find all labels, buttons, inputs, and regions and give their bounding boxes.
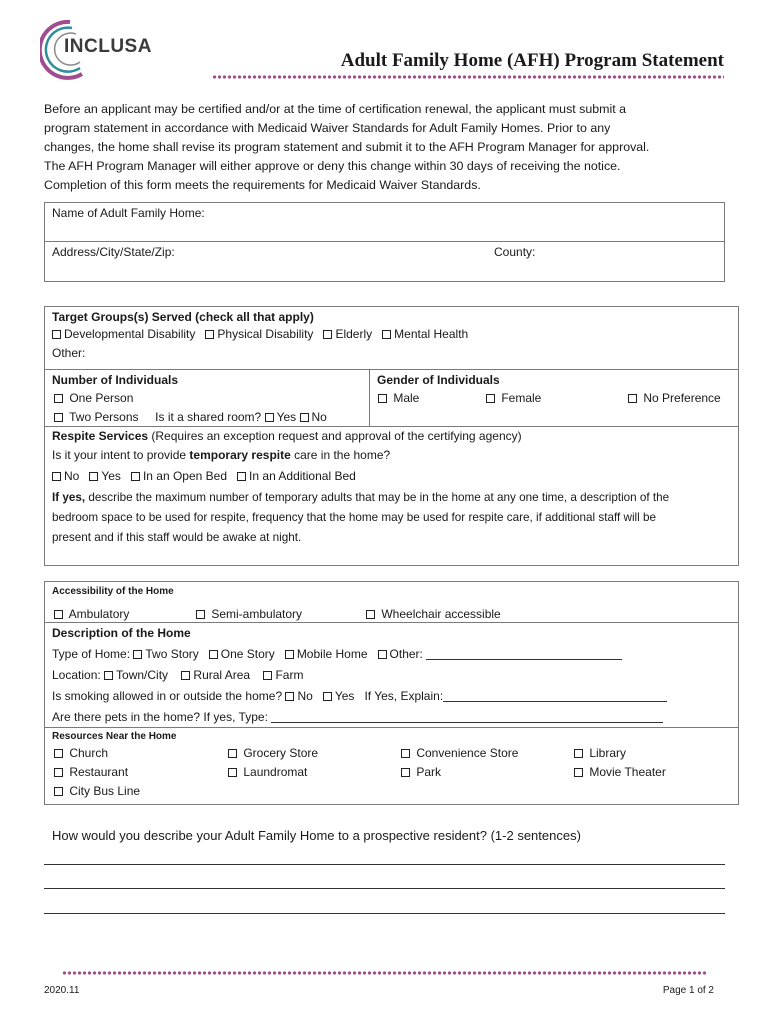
respite-yes-option[interactable] [89,469,121,483]
respite-open-bed-option[interactable] [131,469,227,483]
checkbox-icon [237,472,246,481]
respite-note: (Requires an exception request and approval of the certifying agency) [148,429,522,443]
divider [44,241,725,242]
target-mh[interactable] [382,327,468,341]
divider [44,622,739,623]
resource-label: Convenience Store [416,746,519,760]
resource-movie-option[interactable] [574,765,666,780]
type-option-label: Other: [389,647,423,661]
home-name-label: Name of Adult Family Home: [52,206,205,220]
type-other-option[interactable] [378,647,423,661]
respite-heading-row [52,429,522,444]
divider [44,426,739,427]
respite-ifyes-text [52,488,669,548]
smoking-yes-option[interactable] [323,689,355,703]
gender-female-label: Female [501,391,542,405]
respite-option-label: Yes [101,469,121,483]
checkbox-icon [265,413,274,422]
checkbox-icon [104,671,113,680]
divider [44,727,739,728]
respite-heading: Respite Services [52,429,149,443]
location-town-option[interactable] [104,668,168,682]
divider [44,369,739,370]
pets-question: Are there pets in the home? If yes, Type: [52,710,268,724]
smoking-explain-field[interactable] [443,690,667,702]
respite-ifyes-line: bedroom space to be used for respite, frequency that the home may be used for respite care, if additional staff will be [52,511,656,524]
checkbox-icon [574,749,583,758]
home-type-label: Type of Home: [52,647,131,661]
resource-grocery-option[interactable] [228,746,318,761]
respite-question-post: care in the home? [290,448,391,462]
checkbox-icon [205,330,214,339]
version-label: 2020.11 [44,985,80,996]
resource-label: Church [69,746,109,760]
type-other-field[interactable] [426,648,622,660]
checkbox-icon [628,394,637,403]
checkbox-icon [378,650,387,659]
divider [369,369,370,426]
access-option-label: Wheelchair accessible [381,607,501,621]
checkbox-icon [89,472,98,481]
two-person-row [54,410,327,425]
resource-park-option[interactable] [401,765,441,780]
shared-room-question: Is it a shared room? [155,410,262,424]
checkbox-icon [54,787,63,796]
checkbox-icon [401,768,410,777]
target-options [52,327,468,342]
gender-male-label: Male [393,391,420,405]
inclusa-logo [40,12,160,82]
checkbox-icon [378,394,387,403]
resources-heading: Resources Near the Home [52,731,177,742]
respite-question [52,448,390,463]
checkbox-icon [52,330,61,339]
location-option-label: Town/City [116,668,169,682]
target-option-label: Elderly [335,327,373,341]
target-pd[interactable] [205,327,313,341]
home-type-row [52,647,622,662]
shared-no-label: No [311,410,327,424]
resource-restaurant-option[interactable] [54,765,128,780]
smoking-no-label: No [297,689,313,703]
resource-label: Library [589,746,627,760]
county-field[interactable] [545,243,720,279]
title-divider [212,74,724,80]
target-other-field[interactable] [92,344,712,362]
respite-ifyes-bold: If yes, [52,491,86,504]
resource-church-option[interactable] [54,746,108,761]
page-title: Adult Family Home (AFH) Program Statement [340,50,724,71]
gender-male-option[interactable] [378,391,419,406]
checkbox-icon [285,650,294,659]
checkbox-icon [209,650,218,659]
pets-row [52,710,663,725]
smoking-no-option[interactable] [285,689,312,703]
target-option-label: Mental Health [394,327,469,341]
intro-paragraph [44,100,649,195]
county-label: County: [494,245,536,259]
shared-yes-label: Yes [276,410,297,424]
checkbox-icon [228,749,237,758]
intro-line: program statement in accordance with Medicaid Waiver Standards for Adult Family Homes. Prior to any [44,121,611,135]
resource-laundromat-option[interactable] [228,765,307,780]
location-rural-option[interactable] [181,668,250,682]
footer-divider [62,970,706,976]
resource-label: Movie Theater [589,765,666,779]
respite-question-pre: Is it your intent to provide [52,448,190,462]
checkbox-icon [54,749,63,758]
intro-line: Before an applicant may be certified and/or at the time of certification renewal, the applicant must submit a [44,102,626,116]
checkbox-icon [366,610,375,619]
resource-label: Laundromat [243,765,308,779]
one-person-label: One Person [69,391,134,405]
type-two-story-option[interactable] [133,647,198,661]
checkbox-icon [382,330,391,339]
checkbox-icon [323,330,332,339]
describe-answer-line[interactable] [44,913,725,914]
checkbox-icon [54,610,63,619]
location-option-label: Farm [275,668,304,682]
smoking-yes-label: Yes [334,689,355,703]
individuals-heading: Number of Individuals [52,373,179,387]
two-person-option[interactable] [54,410,139,424]
two-person-label: Two Persons [69,410,139,424]
target-elderly[interactable] [323,327,372,341]
checkbox-icon [323,692,332,701]
gender-heading: Gender of Individuals [377,373,500,387]
checkbox-icon [300,413,309,422]
describe-question: How would you describe your Adult Family Home to a prospective resident? (1-2 sentences) [52,828,581,843]
shared-yes-option[interactable] [265,410,297,424]
logo-text: INCLUSA [64,36,152,57]
target-other-label: Other: [52,346,86,360]
describe-answer-line[interactable] [44,864,725,865]
resource-label: Grocery Store [243,746,319,760]
checkbox-icon [54,768,63,777]
pets-type-field[interactable] [271,711,663,723]
respite-ifyes-line: present and if this staff would be awake at night. [52,531,302,544]
access-wheelchair-option[interactable] [366,607,501,622]
respite-option-label: In an Open Bed [142,469,228,483]
location-row [52,668,303,683]
type-mobile-home-option[interactable] [285,647,368,661]
respite-option-label: No [64,469,80,483]
checkbox-icon [228,768,237,777]
describe-answer-line[interactable] [44,888,725,889]
intro-line: Completion of this form meets the requirements for Medicaid Waiver Standards. [44,178,481,192]
access-semi-option[interactable] [196,607,302,622]
checkbox-icon [54,394,63,403]
respite-no-option[interactable] [52,469,79,483]
location-farm-option[interactable] [263,668,303,682]
description-heading: Description of the Home [52,626,191,640]
shared-no-option[interactable] [300,410,327,424]
checkbox-icon [133,650,142,659]
checkbox-icon [181,671,190,680]
access-option-label: Ambulatory [68,607,130,621]
location-label: Location: [52,668,101,682]
resource-library-option[interactable] [574,746,626,761]
checkbox-icon [196,610,205,619]
respite-option-label: In an Additional Bed [249,469,356,483]
type-option-label: One Story [220,647,275,661]
page-number: Page 1 of 2 [662,985,714,996]
target-dd[interactable] [52,327,195,341]
target-option-label: Physical Disability [217,327,314,341]
gender-none-label: No Preference [643,391,721,405]
checkbox-icon [486,394,495,403]
gender-female-option[interactable] [486,391,541,406]
access-ambulatory-option[interactable] [54,607,129,622]
respite-options [52,469,356,484]
respite-question-bold: temporary respite [189,448,291,462]
resource-convenience-option[interactable] [401,746,518,761]
address-field[interactable] [190,243,485,279]
resource-label: Park [416,765,442,779]
home-name-field[interactable] [210,204,720,238]
one-person-option[interactable] [54,391,133,406]
smoking-question: Is smoking allowed in or outside the home? [52,689,283,703]
checkbox-icon [52,472,61,481]
resource-label: City Bus Line [69,784,141,798]
gender-none-option[interactable] [628,391,721,406]
respite-additional-bed-option[interactable] [237,469,356,483]
access-option-label: Semi-ambulatory [211,607,303,621]
checkbox-icon [263,671,272,680]
intro-line: changes, the home shall revise its program statement and submit it to the AFH Program Manager for approval. [44,140,650,154]
type-one-story-option[interactable] [209,647,275,661]
smoking-explain-label: If Yes, Explain: [364,689,444,703]
type-option-label: Mobile Home [296,647,368,661]
resource-bus-option[interactable] [54,784,140,799]
checkbox-icon [131,472,140,481]
checkbox-icon [401,749,410,758]
checkbox-icon [574,768,583,777]
location-option-label: Rural Area [193,668,251,682]
resource-label: Restaurant [69,765,129,779]
target-option-label: Developmental Disability [64,327,196,341]
checkbox-icon [285,692,294,701]
address-label: Address/City/State/Zip: [52,245,175,259]
checkbox-icon [54,413,63,422]
intro-line: The AFH Program Manager will either approve or deny this change within 30 days of receiving the notice. [44,159,621,173]
respite-ifyes-line: describe the maximum number of temporary adults that may be in the home at any one time, a description of the [85,491,670,504]
access-heading: Accessibility of the Home [52,586,174,597]
smoking-row [52,689,667,704]
target-heading: Target Groups(s) Served (check all that apply) [52,310,314,324]
type-option-label: Two Story [145,647,199,661]
